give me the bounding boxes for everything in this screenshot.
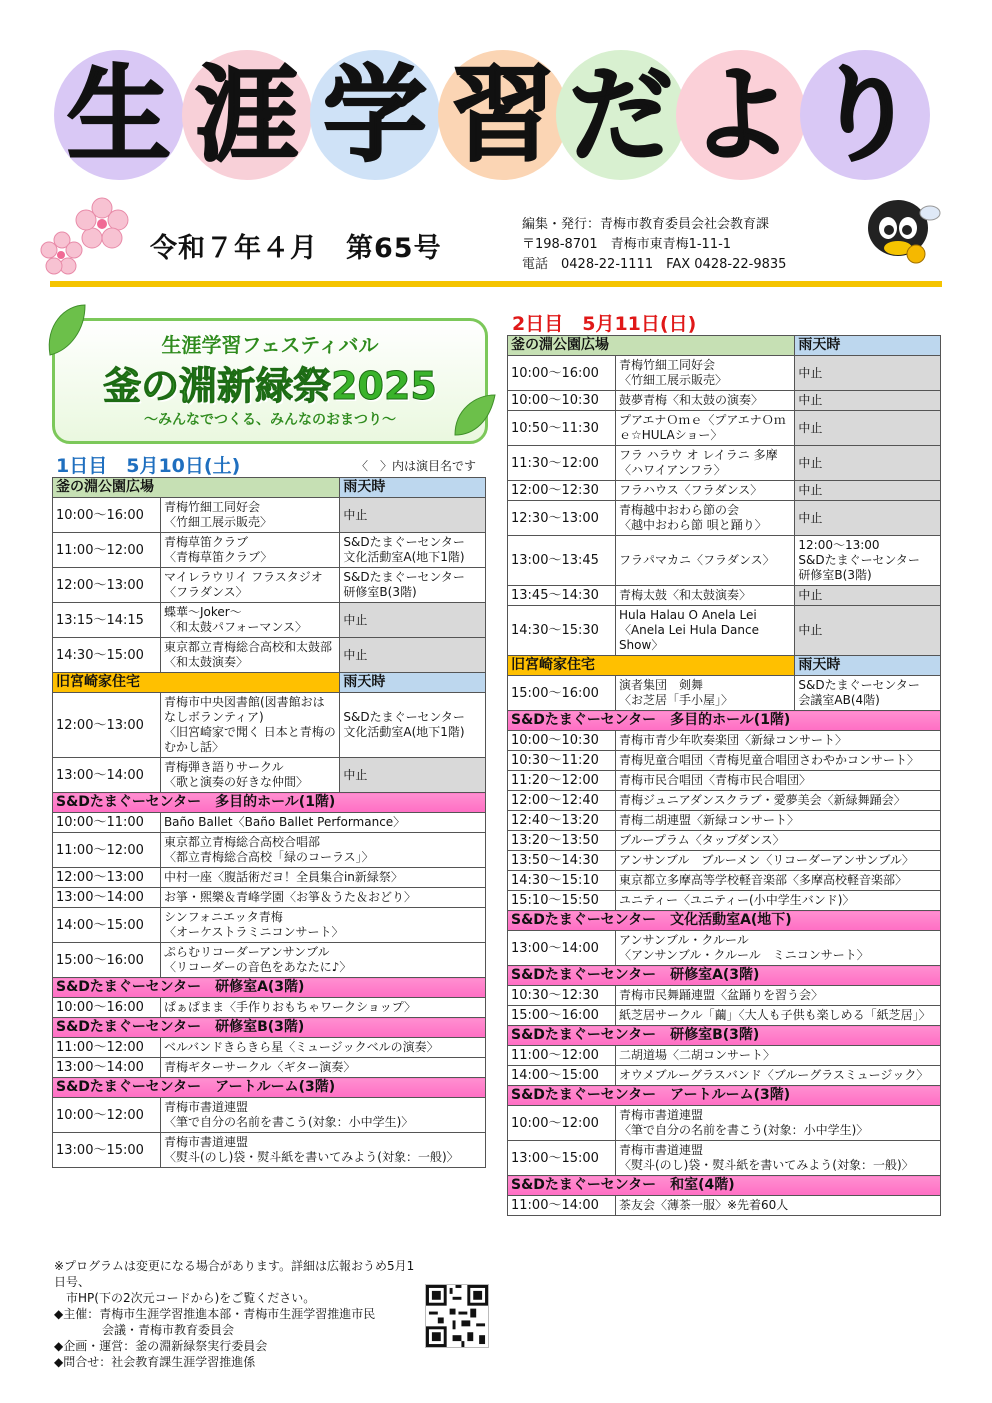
publisher-line: 〒198-8701 青梅市東青梅1-11-1 [522,237,732,252]
rain-plan: S&Dたまぐーセンター 文化活動室A(地下1階) [340,693,486,758]
schedule-row [508,1046,941,1066]
schedule-row [53,888,486,908]
program-name: 東京都立青梅総合高校合唱部 〈都立青梅総合高校「緑のコーラス」〉 [160,833,485,868]
program-name: ブループラム〈タップダンス〉 [615,831,940,851]
time-slot: 13:00～14:00 [53,758,161,793]
schedule-row [508,871,941,891]
venue-name: S&Dたまぐーセンター 研修室A(3階) [508,966,941,986]
program-name: ユニティー〈ユニティー(小中学生バンド)〉 [615,891,940,911]
schedule-row [508,851,941,871]
time-slot: 10:30～11:20 [508,751,616,771]
rain-plan: S&Dたまぐーセンター 研修室B(3階) [340,568,486,603]
schedule-row [508,891,941,911]
program-name: 青梅竹細工同好会 〈竹細工展示販売〉 [615,356,794,391]
leaf-icon [450,390,500,440]
venue-name: S&Dたまぐーセンター アートルーム(3階) [508,1086,941,1106]
program-name: 青梅市書道連盟 〈筆で自分の名前を書こう(対象：小中学生)〉 [615,1106,940,1141]
venue-header [53,1018,486,1038]
program-name: フラハウス〈フラダンス〉 [615,481,794,501]
title-character: 習 [450,54,555,176]
bee-mascot-icon [858,188,942,268]
rain-plan: S&Dたまぐーセンター 文化活動室A(地下1階) [340,533,486,568]
schedule-row [53,1133,486,1168]
rain-plan: 中止 [795,501,941,536]
time-slot: 11:00～12:00 [508,1046,616,1066]
venue-name: 旧宮崎家住宅 [53,673,340,693]
time-slot: 13:45～14:30 [508,586,616,606]
leaf-icon [40,300,90,360]
time-slot: 10:00～10:30 [508,731,616,751]
program-name: プアエナＯｍｅ〈プアエナＯｍｅ☆HULAショー〉 [615,411,794,446]
schedule-row [53,693,486,758]
time-slot: 11:00～12:00 [53,1038,161,1058]
program-name: 青梅市民合唱団〈青梅市民合唱団〉 [615,771,940,791]
time-slot: 12:00～12:40 [508,791,616,811]
rain-plan: 中止 [795,586,941,606]
program-name: お箏・煕樂＆青峰学園〈お箏＆うた＆おどり〉 [160,888,485,908]
headline-rule [50,281,942,287]
venue-header [53,478,486,498]
rain-column-header: 雨天時 [795,336,941,356]
title-character: 涯 [194,54,299,176]
program-name: 青梅市書道連盟 〈筆で自分の名前を書こう(対象：小中学生)〉 [160,1098,485,1133]
venue-header [53,1078,486,1098]
title-character: よ [688,54,793,176]
rain-plan: 中止 [340,638,486,673]
venue-name: S&Dたまぐーセンター 研修室B(3階) [508,1026,941,1046]
time-slot: 14:00～15:00 [508,1066,616,1086]
schedule-row [508,811,941,831]
schedule-row [508,446,941,481]
schedule-row [53,868,486,888]
venue-name: 釜の淵公園広場 [508,336,795,356]
program-name: 青梅ギターサークル〈ギター演奏〉 [160,1058,485,1078]
venue-header [508,1026,941,1046]
schedule-row [508,831,941,851]
time-slot: 10:00～12:00 [53,1098,161,1133]
time-slot: 13:00～15:00 [508,1141,616,1176]
rain-column-header: 雨天時 [340,478,486,498]
time-slot: 10:30～12:30 [508,986,616,1006]
program-name: 青梅二胡連盟〈新緑コンサート〉 [615,811,940,831]
program-name: 鼓夢青梅〈和太鼓の演奏〉 [615,391,794,411]
footer-line: 会議・青梅市教育委員会 [54,1323,235,1337]
schedule-row [53,603,486,638]
program-name: ぱぁぱまま〈手作りおもちゃワークショップ〉 [160,998,485,1018]
program-name: 青梅市青少年吹奏楽団〈新緑コンサート〉 [615,731,940,751]
program-name: 青梅ジュニアダンスクラブ・愛夢美会〈新緑舞踊会〉 [615,791,940,811]
time-slot: 12:30～13:00 [508,501,616,536]
time-slot: 15:10～15:50 [508,891,616,911]
program-name: ベルバンドきらきら星〈ミュージックベルの演奏〉 [160,1038,485,1058]
program-name: Baño Ballet〈Baño Ballet Performance〉 [160,813,485,833]
venue-header [53,978,486,998]
venue-name: S&Dたまぐーセンター 多目的ホール(1階) [508,711,941,731]
title-character: 学 [322,54,427,176]
rain-plan: 中止 [340,498,486,533]
rain-plan: 中止 [340,603,486,638]
schedule-row [508,1196,941,1216]
schedule-row [508,1106,941,1141]
venue-name: S&Dたまぐーセンター 文化活動室A(地下) [508,911,941,931]
schedule-row [53,568,486,603]
program-name: フラパマカニ〈フラダンス〉 [615,536,794,586]
sakura-flower-icon [40,190,135,280]
schedule-row [508,1066,941,1086]
venue-header [53,673,486,693]
venue-name: S&Dたまぐーセンター 研修室B(3階) [53,1018,486,1038]
program-name: 二胡道場〈二胡コンサート〉 [615,1046,940,1066]
publisher-line: 編集・発行：青梅市教育委員会社会教育課 [522,217,770,232]
time-slot: 11:20～12:00 [508,771,616,791]
time-slot: 13:15～14:15 [53,603,161,638]
schedule-row [508,536,941,586]
program-name: オウメブルーグラスバンド〈ブルーグラスミュージック〉 [615,1066,940,1086]
schedule-row [508,791,941,811]
festival-banner [52,318,488,444]
time-slot: 13:00～14:00 [53,888,161,908]
time-slot: 12:00～13:00 [53,693,161,758]
time-slot: 10:50～11:30 [508,411,616,446]
time-slot: 11:00～14:00 [508,1196,616,1216]
qr-code-icon[interactable] [425,1284,489,1348]
venue-header [508,656,941,676]
time-slot: 12:40～13:20 [508,811,616,831]
day2-heading: 2日目 5月11日(日) [512,313,697,335]
rain-plan: 中止 [795,411,941,446]
time-slot: 15:00～16:00 [508,676,616,711]
time-slot: 11:00～12:00 [53,833,161,868]
program-name: 青梅竹細工同好会 〈竹細工展示販売〉 [160,498,339,533]
program-name: アンサンブル・クルール 〈アンサンブル・クルール ミニコンサート〉 [615,931,940,966]
festival-title: 釜の淵新緑祭2025 [103,364,437,408]
schedule-row [508,771,941,791]
program-name: マイレラウリイ フラスタジオ 〈フラダンス〉 [160,568,339,603]
time-slot: 13:00～14:00 [508,931,616,966]
schedule-row [508,356,941,391]
time-slot: 10:00～11:00 [53,813,161,833]
schedule-row [508,676,941,711]
venue-header [508,336,941,356]
schedule-row [508,606,941,656]
time-slot: 12:00～13:00 [53,868,161,888]
time-slot: 13:00～15:00 [53,1133,161,1168]
schedule-row [508,1006,941,1026]
time-slot: 14:30～15:00 [53,638,161,673]
program-name: 青梅弾き語りサークル 〈歌と演奏の好きな仲間〉 [160,758,339,793]
program-name: 青梅越中おわら節の会 〈越中おわら節 唄と踊り〉 [615,501,794,536]
time-slot: 10:00～16:00 [508,356,616,391]
venue-header [508,711,941,731]
rain-plan: 中止 [795,356,941,391]
time-slot: 15:00～16:00 [508,1006,616,1026]
schedule-row [508,586,941,606]
schedule-row [53,498,486,533]
program-name: ぷらむリコーダーアンサンブル 〈リコーダーの音色をあなたに♪〉 [160,943,485,978]
schedule-row [508,411,941,446]
time-slot: 11:30～12:00 [508,446,616,481]
schedule-row [53,813,486,833]
time-slot: 13:50～14:30 [508,851,616,871]
program-name-note: 〈 〉内は演目名です [356,459,477,473]
program-name: 青梅市民舞踊連盟〈盆踊りを習う会〉 [615,986,940,1006]
time-slot: 12:00～12:30 [508,481,616,501]
rain-plan: 中止 [795,606,941,656]
time-slot: 14:30～15:30 [508,606,616,656]
venue-name: S&Dたまぐーセンター 研修室A(3階) [53,978,486,998]
schedule-row [508,1141,941,1176]
festival-tagline: ～みんなでつくる、みんなのおまつり～ [144,412,396,428]
day2-schedule-table [507,335,941,1216]
schedule-row [508,391,941,411]
program-name: 中村一座〈腹話術だヨ！全員集合in新緑祭〉 [160,868,485,888]
schedule-row [53,1038,486,1058]
program-name: 青梅市書道連盟 〈熨斗(のし)袋・熨斗紙を書いてみよう(対象：一般)〉 [160,1133,485,1168]
schedule-row [508,501,941,536]
rain-plan: 中止 [795,391,941,411]
festival-subtitle: 生涯学習フェスティバル [161,333,379,357]
schedule-row [53,758,486,793]
title-character: り [812,54,917,176]
schedule-row [508,751,941,771]
time-slot: 14:30～15:10 [508,871,616,891]
rain-plan: 12:00～13:00 S&Dたまぐーセンター 研修室B(3階) [795,536,941,586]
rain-column-header: 雨天時 [795,656,941,676]
time-slot: 12:00～13:00 [53,568,161,603]
program-name: 青梅太鼓〈和太鼓演奏〉 [615,586,794,606]
venue-header [508,911,941,931]
schedule-row [508,986,941,1006]
time-slot: 13:00～14:00 [53,1058,161,1078]
publisher-info [522,215,786,275]
schedule-row [53,1058,486,1078]
program-name: Hula Halau O Anela Lei 〈Anela Lei Hula Dance Show〉 [615,606,794,656]
rain-plan: S&Dたまぐーセンター 会議室AB(4階) [795,676,941,711]
time-slot: 15:00～16:00 [53,943,161,978]
schedule-row [53,908,486,943]
footer-line: 市HP(下の2次元コードから)をご覧ください。 [54,1291,316,1305]
schedule-row [508,481,941,501]
rain-plan: 中止 [795,446,941,481]
rain-plan: 中止 [795,481,941,501]
venue-header [508,966,941,986]
program-name: 演者集団 剣舞 〈お芝居「手小屋」〉 [615,676,794,711]
program-name: 紙芝居サークル「繭」〈大人も子供も楽しめる「紙芝居」〉 [615,1006,940,1026]
rain-column-header: 雨天時 [340,673,486,693]
schedule-row [53,943,486,978]
time-slot: 14:00～15:00 [53,908,161,943]
footer-notes [54,1258,424,1370]
program-name: 青梅児童合唱団〈青梅児童合唱団さわやかコンサート〉 [615,751,940,771]
venue-header [508,1086,941,1106]
title-character: 生 [66,54,171,176]
footer-line: ◆企画・運営：釜の淵新緑祭実行委員会 [54,1339,268,1353]
program-name: 茶友会〈薄茶一服〉※先着60人 [615,1196,940,1216]
program-name: 東京都立青梅総合高校和太鼓部〈和太鼓演奏〉 [160,638,339,673]
venue-name: S&Dたまぐーセンター 和室(4階) [508,1176,941,1196]
program-name: 東京都立多摩高等学校軽音楽部〈多摩高校軽音楽部〉 [615,871,940,891]
schedule-row [53,998,486,1018]
program-name: 蝶華～Joker～ 〈和太鼓パフォーマンス〉 [160,603,339,638]
time-slot: 13:00～13:45 [508,536,616,586]
footer-line: ◆問合せ：社会教育課生涯学習推進係 [54,1355,256,1369]
publisher-line: 電話 0428-22-1111 FAX 0428-22-9835 [522,257,787,272]
program-name: 青梅草笛クラブ 〈青梅草笛クラブ〉 [160,533,339,568]
venue-header [508,1176,941,1196]
program-name: シンフォニエッタ青梅 〈オーケストラミニコンサート〉 [160,908,485,943]
title-character: だ [568,54,673,176]
day1-heading: 1日目 5月10日(土) [56,455,241,477]
program-name: フラ ハラウ オ レイラニ 多摩 〈ハワイアンフラ〉 [615,446,794,481]
day1-schedule-table [52,477,486,1168]
schedule-row [53,638,486,673]
footer-line: ◆主催：青梅市生涯学習推進本部・青梅市生涯学習推進市民 [54,1307,376,1321]
schedule-row [508,731,941,751]
schedule-row [53,533,486,568]
time-slot: 13:20～13:50 [508,831,616,851]
time-slot: 11:00～12:00 [53,533,161,568]
venue-name: S&Dたまぐーセンター アートルーム(3階) [53,1078,486,1098]
issue-number: 令和７年４月 第65号 [150,233,442,264]
venue-name: S&Dたまぐーセンター 多目的ホール(1階) [53,793,486,813]
venue-header [53,793,486,813]
program-name: アンサンブル ブルーメン〈リコーダーアンサンブル〉 [615,851,940,871]
footer-line: ※プログラムは変更になる場合があります。詳細は広報おうめ5月1日号、 [54,1259,415,1289]
schedule-row [53,833,486,868]
venue-name: 旧宮崎家住宅 [508,656,795,676]
time-slot: 10:00～12:00 [508,1106,616,1141]
venue-name: 釜の淵公園広場 [53,478,340,498]
time-slot: 10:00～16:00 [53,998,161,1018]
rain-plan: 中止 [340,758,486,793]
time-slot: 10:00～10:30 [508,391,616,411]
time-slot: 10:00～16:00 [53,498,161,533]
program-name: 青梅市中央図書館(図書館おはなしボランティア) 〈旧宮崎家で聞く 日本と青梅のむかし話〉 [160,693,339,758]
schedule-row [53,1098,486,1133]
program-name: 青梅市書道連盟 〈熨斗(のし)袋・熨斗紙を書いてみよう(対象：一般)〉 [615,1141,940,1176]
schedule-row [508,931,941,966]
